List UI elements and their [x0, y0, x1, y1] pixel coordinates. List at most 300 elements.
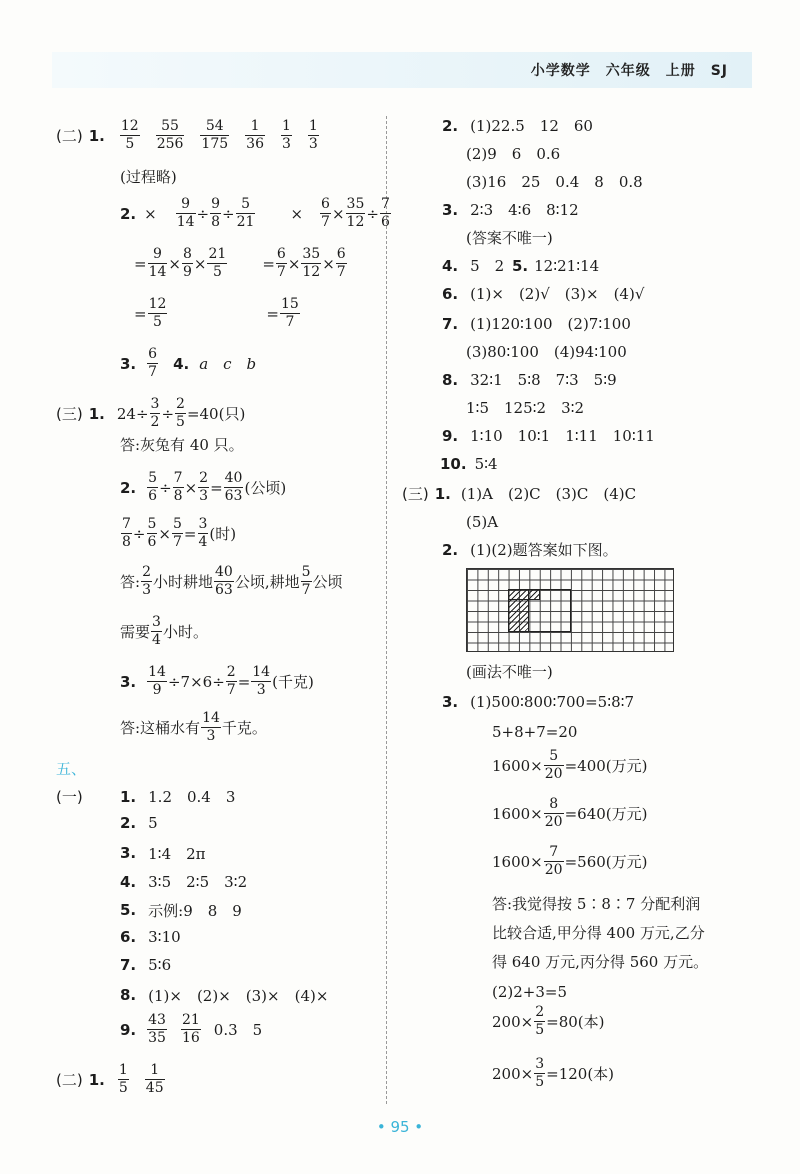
item-number: 10.	[440, 455, 467, 473]
section-label: (二)	[56, 1071, 83, 1089]
text: (千克)	[272, 673, 314, 691]
text: ÷7×6÷	[167, 672, 225, 691]
item-number: 3.	[120, 844, 137, 863]
calc2-line	[492, 1056, 614, 1091]
v1-item-9	[120, 1012, 262, 1047]
fraction	[210, 196, 221, 231]
numerator: 12	[120, 118, 139, 134]
fraction	[320, 196, 331, 231]
numerator: 7	[544, 844, 564, 862]
denominator: 63	[224, 488, 243, 504]
numerator: 35	[302, 246, 321, 262]
text: 200×	[492, 1012, 534, 1031]
answer: (3)80∶100 (4)94∶100	[466, 343, 627, 361]
text: =	[134, 304, 147, 323]
denominator: 45	[145, 1080, 164, 1096]
numerator: 2	[176, 396, 185, 412]
fraction	[156, 118, 185, 153]
denominator: 7	[173, 534, 182, 550]
text: 1600×	[492, 804, 543, 823]
item-number: 1.	[434, 485, 451, 503]
denominator: 16	[181, 1030, 200, 1046]
fraction	[201, 710, 221, 745]
v1-item	[120, 928, 181, 946]
denominator: 7	[301, 582, 311, 598]
fraction	[276, 246, 287, 281]
header-title: 小学数学 六年级 上册 SJ	[530, 63, 728, 79]
right-3-3	[442, 692, 634, 712]
denominator: 9	[182, 264, 192, 280]
v1-item	[120, 956, 171, 974]
denominator: 4	[152, 632, 161, 648]
calc2-line	[492, 1004, 605, 1039]
numerator: 9	[148, 246, 168, 264]
answer: 2∶3 4∶6 8∶12	[470, 201, 579, 219]
fraction	[176, 196, 196, 231]
numerator: 7	[173, 470, 183, 486]
answer: (3)16 25 0.4 8 0.8	[466, 173, 643, 191]
item-number: 1.	[88, 126, 105, 145]
denominator: 3	[206, 728, 216, 744]
numerator: 7	[380, 196, 390, 212]
item-number: 2.	[442, 541, 459, 559]
numerator: 55	[156, 118, 185, 136]
right-item	[466, 144, 560, 164]
text: ÷	[222, 204, 235, 223]
denominator: 2	[150, 414, 160, 430]
numerator: 40	[215, 564, 233, 580]
denominator: 7	[285, 314, 295, 330]
fraction	[245, 118, 265, 153]
fraction	[380, 196, 391, 231]
denominator: 7	[321, 214, 330, 230]
item-number: 1.	[120, 787, 137, 806]
fraction	[147, 516, 158, 551]
answer-line	[492, 894, 700, 914]
text: 小时耕地	[152, 573, 213, 591]
answer: 3∶5 2∶5 3∶2	[148, 873, 248, 892]
text: ×	[287, 254, 301, 273]
answer: (答案不唯一)	[466, 229, 553, 247]
item-3-1-answer	[120, 434, 244, 455]
text: =	[266, 304, 279, 323]
fraction	[308, 118, 319, 153]
text: 1600×	[492, 852, 543, 871]
numerator: 54	[200, 118, 229, 136]
text: (时)	[209, 525, 237, 543]
fraction	[534, 1004, 545, 1039]
denominator: 21	[236, 214, 255, 230]
fraction	[145, 1062, 165, 1097]
answer: (1)× (2)√ (3)× (4)√	[470, 285, 645, 303]
denominator: 36	[246, 136, 264, 152]
item-number: 4.	[120, 872, 137, 891]
numerator: 5	[173, 516, 182, 532]
denominator: 35	[148, 1030, 166, 1046]
right-item	[442, 314, 631, 334]
v1-item	[120, 786, 235, 807]
answer: 比较合适,甲分得 400 万元,乙分	[492, 924, 705, 942]
numerator: 7	[122, 516, 131, 532]
fraction	[301, 564, 312, 599]
section-label: (二)	[56, 127, 83, 145]
numerator: 1	[118, 1062, 128, 1078]
right-item-5	[512, 256, 599, 276]
item-2-2-line1	[120, 196, 392, 231]
text: =	[237, 672, 251, 691]
text: 答:	[120, 573, 141, 591]
v1-item	[120, 814, 158, 832]
numerator: 1	[281, 118, 291, 134]
right-3-2-note	[466, 662, 553, 682]
v1-item	[120, 900, 242, 921]
item-number: 3.	[120, 354, 137, 373]
answer: (1)(2)题答案如下图。	[470, 541, 618, 559]
text: 需要	[120, 623, 151, 641]
fraction	[150, 396, 161, 431]
answer: (2)9 6 0.6	[466, 145, 561, 163]
answer: a c b	[199, 355, 257, 373]
item-number: 2.	[442, 117, 459, 135]
numerator: 21	[208, 246, 227, 262]
item-2-1-note	[120, 166, 177, 187]
text: ×	[184, 478, 198, 497]
fraction	[118, 1062, 129, 1097]
fraction	[544, 844, 564, 879]
fraction	[151, 614, 162, 649]
item-2-1	[56, 118, 320, 153]
numerator: 9	[211, 196, 221, 212]
right-item	[442, 426, 655, 446]
denominator: 63	[215, 582, 233, 598]
text: ×	[158, 524, 171, 543]
denominator: 20	[544, 862, 563, 878]
numerator: 1	[245, 118, 265, 136]
text: =	[134, 254, 147, 273]
fraction	[224, 470, 244, 505]
item-number: 7.	[120, 956, 137, 975]
text: =40(只)	[186, 405, 246, 423]
item-number: 7.	[442, 315, 459, 333]
answer: 5∶4	[474, 455, 498, 473]
text: =560(万元)	[564, 853, 648, 871]
text: =	[262, 254, 275, 273]
numerator: 2	[199, 470, 209, 486]
denominator: 6	[380, 214, 390, 230]
fraction	[544, 748, 564, 783]
section-label: (三)	[402, 485, 429, 503]
text: ÷	[159, 478, 172, 497]
numerator: 5	[301, 564, 311, 580]
fraction	[172, 516, 183, 551]
numerator: 3	[535, 1056, 545, 1072]
right-item	[442, 256, 504, 276]
denominator: 8	[122, 534, 131, 550]
text: 24÷	[116, 404, 149, 423]
right-3-1b	[466, 512, 498, 532]
denominator: 3	[281, 136, 291, 152]
text: =80(本)	[546, 1013, 605, 1031]
mark: ×	[290, 204, 304, 223]
text: =120(本)	[546, 1065, 615, 1083]
fraction	[141, 564, 152, 599]
right-item	[466, 228, 553, 248]
text: 千克。	[221, 719, 267, 737]
fraction	[181, 1012, 201, 1047]
answer: 12∶21∶14	[534, 257, 600, 275]
numerator: 14	[202, 710, 220, 726]
right-item	[442, 370, 617, 390]
text: =640(万元)	[564, 805, 648, 823]
numerator: 2	[535, 1004, 545, 1020]
fraction	[198, 516, 209, 551]
item-3-3	[120, 664, 314, 699]
answer: (1)120∶100 (2)7∶100	[470, 315, 631, 333]
denominator: 5	[535, 1074, 545, 1090]
text: 1600×	[492, 756, 543, 775]
answer: 5 2	[470, 257, 505, 275]
text: (公顷)	[244, 479, 287, 497]
item-number: 6.	[120, 928, 137, 946]
fraction	[147, 470, 158, 505]
denominator: 9	[152, 682, 162, 698]
numerator: 5	[236, 196, 256, 214]
text: ×	[168, 254, 181, 273]
answer: (5)A	[466, 513, 499, 531]
fraction	[148, 296, 168, 331]
answer: 1.2 0.4 3	[148, 788, 236, 806]
denominator: 5	[176, 414, 185, 430]
page-header	[52, 52, 752, 88]
fraction	[198, 470, 209, 505]
answer: 答:我觉得按 5∶8∶7 分配利润	[492, 895, 701, 913]
denominator: 5	[212, 264, 222, 280]
answer: 3∶10	[148, 928, 181, 946]
item-number: 1.	[88, 404, 105, 423]
item-number: 2.	[120, 204, 137, 223]
denominator: 5	[153, 314, 162, 330]
numerator: 6	[148, 346, 158, 362]
item-2-2-line3	[134, 296, 301, 331]
fraction	[281, 118, 292, 153]
column-divider	[386, 116, 387, 1104]
right-item	[466, 398, 584, 418]
text: =400(万元)	[564, 757, 648, 775]
page-number: • 95 •	[376, 1118, 424, 1136]
text: 答:这桶水有	[120, 719, 201, 737]
answer: 1∶4 2π	[148, 844, 206, 863]
denominator: 6	[147, 534, 157, 550]
section-label: (一)	[56, 788, 83, 806]
fraction	[173, 470, 184, 505]
item-3-1	[56, 396, 245, 431]
denominator: 8	[211, 214, 221, 230]
item-number: 3.	[442, 693, 459, 711]
numerator: 15	[280, 296, 299, 312]
numerator: 6	[321, 196, 330, 212]
fraction	[147, 1012, 167, 1047]
numerator: 8	[544, 796, 564, 814]
note: (画法不唯一)	[466, 663, 553, 681]
note: (过程略)	[120, 168, 177, 186]
denominator: 6	[148, 488, 158, 504]
numerator: 6	[276, 246, 286, 262]
denominator: 7	[336, 264, 346, 280]
denominator: 20	[544, 814, 563, 830]
right-item	[442, 116, 593, 136]
right-item	[466, 172, 643, 192]
mark: ×	[144, 204, 157, 223]
answer: 5+8+7=20	[492, 723, 578, 741]
fraction	[120, 118, 140, 153]
answer: 5	[148, 814, 158, 833]
fraction	[200, 118, 229, 153]
denominator: 7	[226, 682, 236, 698]
numerator: 21	[181, 1012, 200, 1028]
fraction	[236, 196, 256, 231]
numerator: 40	[224, 470, 243, 486]
numerator: 43	[148, 1012, 166, 1028]
fraction	[121, 516, 132, 551]
answer: (2)2+3=5	[492, 983, 568, 1001]
item-3-2-line2	[120, 516, 236, 551]
text: ×	[322, 254, 335, 273]
grid-shaded-top	[508, 589, 540, 600]
text: 公顷	[312, 573, 343, 591]
denominator: 3	[256, 682, 266, 698]
denominator: 12	[302, 264, 321, 280]
item-number: 9.	[120, 1020, 137, 1039]
item-number: 5.	[120, 901, 137, 920]
right-item	[440, 454, 498, 474]
item-3-2-answer1	[120, 564, 343, 599]
denominator: 5	[125, 136, 135, 152]
section-five-heading	[56, 758, 86, 779]
item-3-3-answer	[120, 710, 267, 745]
right-3-3-sum	[492, 722, 577, 742]
answer: 示例:9 8 9	[148, 901, 242, 920]
item-2-3-4	[120, 346, 256, 381]
right-item	[442, 200, 579, 220]
item-2-2-line2	[134, 246, 348, 281]
fraction	[346, 196, 366, 231]
fraction	[182, 246, 193, 281]
denominator: 3	[199, 488, 209, 504]
section-label: (三)	[56, 405, 83, 423]
text: 200×	[492, 1064, 534, 1083]
numerator: 14	[252, 664, 271, 680]
item-number: 8.	[120, 986, 137, 1005]
fraction	[175, 396, 186, 431]
fraction	[336, 246, 347, 281]
v1-item	[120, 871, 247, 892]
item-number: 3.	[442, 201, 459, 219]
answer: 答:灰兔有 40 只。	[120, 436, 244, 454]
item-number: 8.	[442, 371, 459, 389]
numerator: 14	[148, 664, 166, 680]
right-3-1	[402, 484, 636, 504]
numerator: 6	[336, 246, 346, 262]
v2-item-1	[56, 1062, 166, 1097]
numerator: 5	[147, 516, 157, 532]
answer: (1)22.5 12 60	[470, 117, 593, 135]
text: 0.3 5	[213, 1021, 263, 1039]
text: ÷	[366, 204, 379, 223]
numerator: 35	[346, 196, 365, 212]
numerator: 2	[226, 664, 236, 680]
text: ÷	[196, 204, 210, 223]
denominator: 8	[173, 488, 183, 504]
item-3-2-answer2	[120, 614, 208, 649]
item-number: 9.	[442, 427, 459, 445]
fraction	[207, 246, 227, 281]
item-number: 2.	[120, 478, 137, 497]
item-number: 4.	[442, 257, 459, 275]
v1-item	[120, 843, 206, 864]
answer: (1)× (2)× (3)× (4)×	[148, 986, 329, 1005]
answer: 1∶5 125∶2 3∶2	[466, 399, 585, 417]
numerator: 3	[198, 516, 208, 532]
numerator: 1	[308, 118, 318, 134]
text: ÷	[161, 404, 175, 423]
fraction	[226, 664, 237, 699]
text: ×	[193, 254, 207, 273]
answer-line	[492, 923, 705, 943]
text: =	[210, 478, 223, 497]
denominator: 3	[308, 136, 318, 152]
denominator: 256	[156, 136, 184, 152]
denominator: 3	[142, 582, 151, 598]
denominator: 4	[198, 534, 208, 550]
section-5-1-label	[56, 786, 83, 807]
numerator: 2	[142, 564, 151, 580]
numerator: 3	[152, 614, 161, 630]
fraction	[301, 246, 321, 281]
item-number: 4.	[173, 354, 190, 373]
fraction	[544, 796, 564, 831]
v1-item	[120, 985, 328, 1006]
denominator: 14	[148, 264, 167, 280]
denominator: 5	[118, 1080, 128, 1096]
text: ×	[331, 204, 345, 223]
answer-line	[492, 952, 708, 972]
fraction	[280, 296, 300, 331]
item-number: 1.	[88, 1070, 105, 1089]
denominator: 175	[201, 136, 229, 152]
denominator: 20	[544, 766, 563, 782]
answer: 32∶1 5∶8 7∶3 5∶9	[470, 371, 617, 389]
numerator: 5	[544, 748, 564, 766]
answer: (1)500∶800∶700=5∶8∶7	[470, 693, 635, 711]
item-number: 3.	[120, 672, 137, 691]
answer: 5∶6	[148, 956, 172, 975]
text: 公顷,耕地	[234, 573, 300, 591]
calc-line	[492, 748, 647, 783]
calc-line	[492, 844, 647, 879]
denominator: 5	[535, 1022, 545, 1038]
answer: 1∶10 10∶1 1∶11 10∶11	[470, 427, 655, 445]
numerator: 12	[148, 296, 167, 312]
denominator: 7	[276, 264, 286, 280]
item-number: 2.	[120, 814, 137, 833]
fraction	[534, 1056, 545, 1091]
answer: 得 640 万元,丙分得 560 万元。	[492, 953, 709, 971]
text: ÷	[132, 524, 146, 543]
denominator: 7	[148, 364, 158, 380]
text: =	[183, 524, 197, 543]
item-3-2-line1	[120, 470, 286, 505]
denominator: 12	[346, 214, 365, 230]
